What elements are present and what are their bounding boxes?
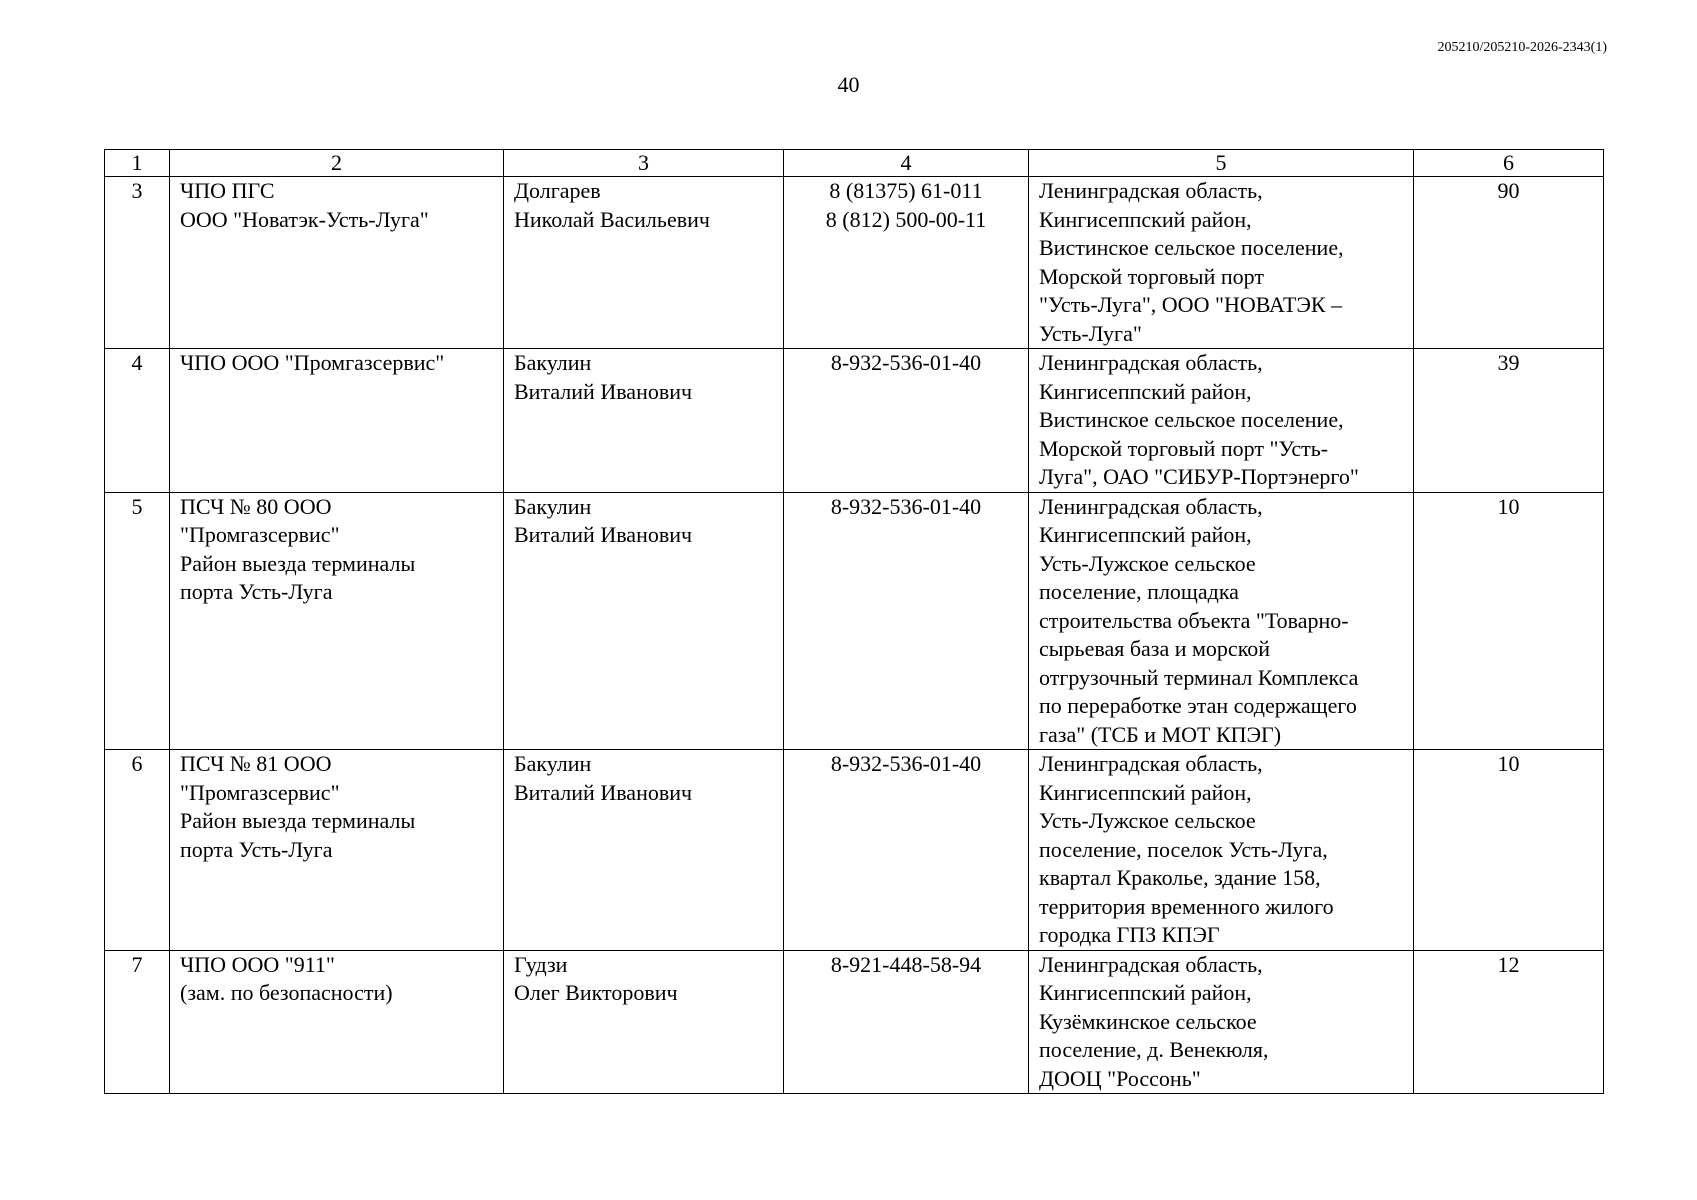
contact-person-cell: Бакулин Виталий Иванович	[504, 349, 784, 493]
address-cell: Ленинградская область, Кингисеппский район, Кузёмкинское сельское поселение, д. Венекюля, ДООЦ "Россонь"	[1029, 950, 1414, 1094]
column-header: 1	[105, 150, 170, 177]
column-header: 5	[1029, 150, 1414, 177]
address-cell: Ленинградская область, Кингисеппский район, Усть-Лужское сельское поселение, поселок Усть-Луга, квартал Краколье, здание 158, территория временного жилого городка ГПЗ КПЭГ	[1029, 750, 1414, 951]
contact-person-cell: Долгарев Николай Васильевич	[504, 177, 784, 349]
document-id: 205210/205210-2026-2343(1)	[1437, 40, 1607, 55]
count-cell: 10	[1414, 492, 1604, 750]
contact-person-cell: Бакулин Виталий Иванович	[504, 750, 784, 951]
table-row	[105, 950, 1604, 1094]
table-row	[105, 750, 1604, 951]
row-number: 3	[105, 177, 170, 349]
row-number: 7	[105, 950, 170, 1094]
count-cell: 10	[1414, 750, 1604, 951]
count-cell: 39	[1414, 349, 1604, 493]
phone-cell: 8-932-536-01-40	[784, 750, 1029, 951]
phone-cell: 8 (81375) 61-011 8 (812) 500-00-11	[784, 177, 1029, 349]
table-row	[105, 349, 1604, 493]
column-header: 6	[1414, 150, 1604, 177]
organization-cell: ЧПО ООО "911" (зам. по безопасности)	[170, 950, 504, 1094]
phone-cell: 8-921-448-58-94	[784, 950, 1029, 1094]
table-row	[105, 492, 1604, 750]
address-cell: Ленинградская область, Кингисеппский район, Усть-Лужское сельское поселение, площадка строительства объекта "Товарно- сырьевая база и морской отгрузочный терминал Комплекса по переработке этан содержащего газа" (ТСБ и МОТ КПЭГ)	[1029, 492, 1414, 750]
contacts-table	[104, 149, 1604, 1094]
row-number: 5	[105, 492, 170, 750]
organization-cell: ПСЧ № 81 ООО "Промгазсервис" Район выезда терминалы порта Усть-Луга	[170, 750, 504, 951]
organization-cell: ЧПО ПГС ООО "Новатэк-Усть-Луга"	[170, 177, 504, 349]
organization-cell: ПСЧ № 80 ООО "Промгазсервис" Район выезда терминалы порта Усть-Луга	[170, 492, 504, 750]
column-header: 3	[504, 150, 784, 177]
table-row	[105, 177, 1604, 349]
count-cell: 90	[1414, 177, 1604, 349]
phone-cell: 8-932-536-01-40	[784, 349, 1029, 493]
address-cell: Ленинградская область, Кингисеппский район, Вистинское сельское поселение, Морской торговый порт "Усть-Луга", ООО "НОВАТЭК – Усть-Луга"	[1029, 177, 1414, 349]
row-number: 6	[105, 750, 170, 951]
contact-person-cell: Бакулин Виталий Иванович	[504, 492, 784, 750]
contact-person-cell: Гудзи Олег Викторович	[504, 950, 784, 1094]
organization-cell: ЧПО ООО "Промгазсервис"	[170, 349, 504, 493]
page-number: 40	[837, 72, 860, 97]
phone-cell: 8-932-536-01-40	[784, 492, 1029, 750]
row-number: 4	[105, 349, 170, 493]
table-header-row	[105, 150, 1604, 177]
count-cell: 12	[1414, 950, 1604, 1094]
address-cell: Ленинградская область, Кингисеппский район, Вистинское сельское поселение, Морской торговый порт "Усть- Луга", ОАО "СИБУР-Портэнерго"	[1029, 349, 1414, 493]
column-header: 2	[170, 150, 504, 177]
column-header: 4	[784, 150, 1029, 177]
